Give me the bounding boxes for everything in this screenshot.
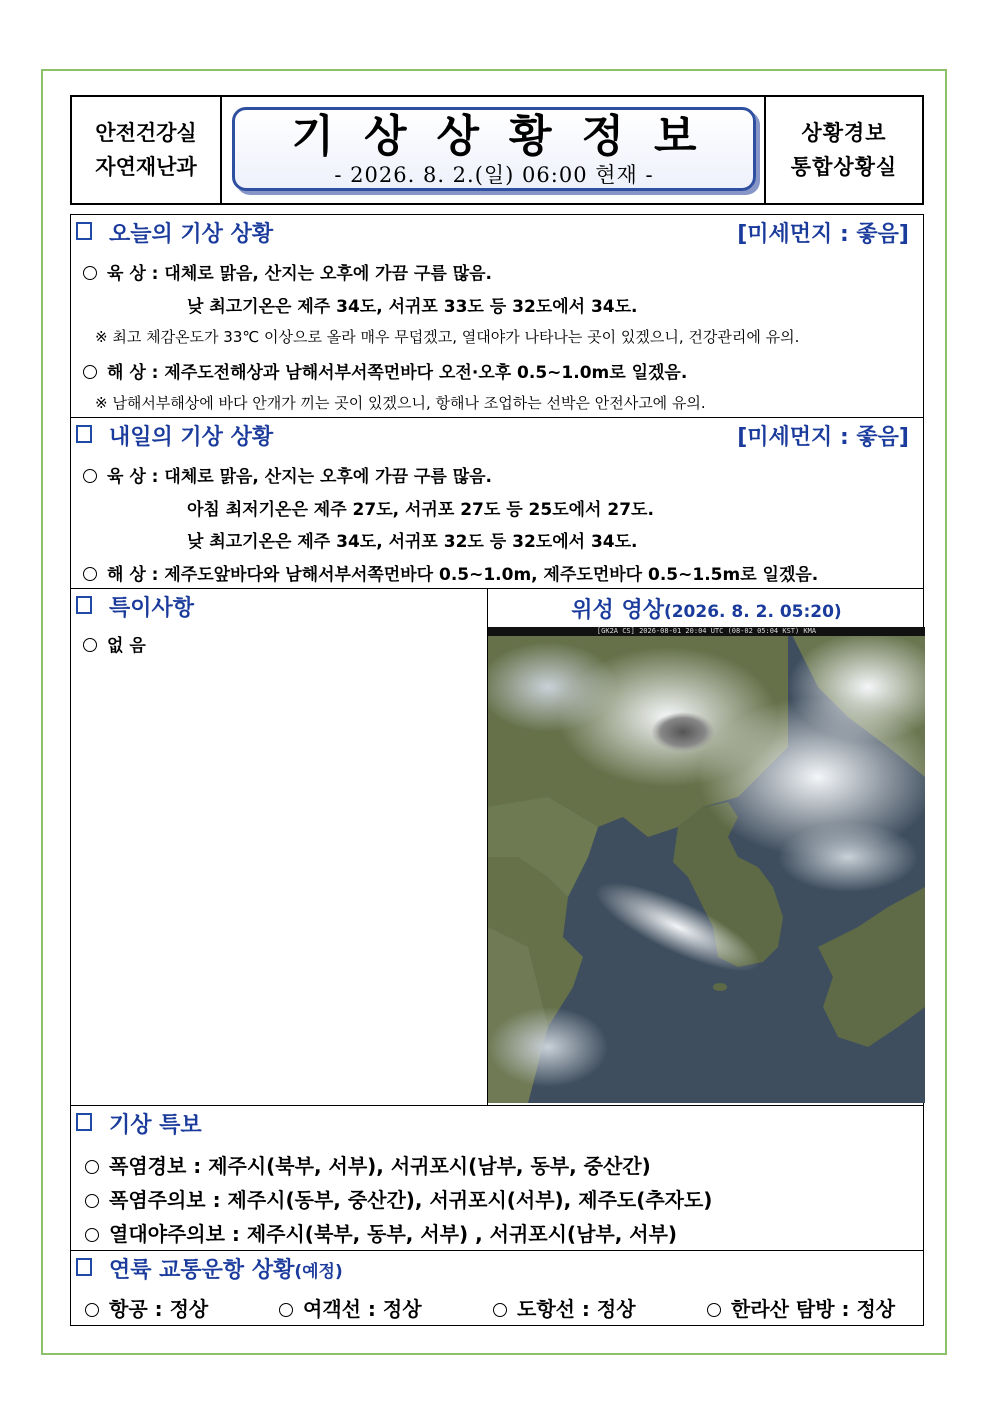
satellite-title: 위성 영상(2026. 8. 2. 05:20) [571,598,842,623]
circle-bullet-icon [85,1228,99,1242]
circle-bullet-icon [83,266,97,280]
circle-bullet-icon [83,638,97,652]
today-section [70,214,924,418]
checkbox-square-icon [76,596,92,614]
warning-item: 폭염경보 : 제주시(북부, 서부), 서귀포시(남부, 동부, 중산간) [85,1150,651,1179]
today-land-line: 육 상 : 대체로 맑음, 산지는 오후에 가끔 구름 많음. [83,259,492,284]
bulletin-header [70,95,924,205]
circle-bullet-icon [83,567,97,581]
today-note-fog: ※ 남해서부해상에 바다 안개가 끼는 곳이 있겠으니, 항해나 조업하는 선박은 안전사고에 유의. [95,394,706,412]
satellite-caption-bar: [GK2A CS] 2026-08-01 20:04 UTC (08-02 05:04 KST) KMA [488,627,925,636]
traffic-title: 연륙 교통운항 상황(예정) [109,1258,343,1283]
title-box [232,107,756,191]
circle-bullet-icon [85,1194,99,1208]
special-title: 특이사항 [109,596,195,621]
warnings-section [70,1105,924,1251]
circle-bullet-icon [493,1303,507,1317]
checkbox-square-icon [76,425,92,443]
circle-bullet-icon [83,365,97,379]
checkbox-square-icon [76,1258,92,1276]
circle-bullet-icon [85,1160,99,1174]
satellite-map-graphic [488,627,925,1103]
department-line2: 자연재난과 [95,155,197,179]
today-sea-line: 해 상 : 제주도전해상과 남해서부서쪽먼바다 오전·오후 0.5~1.0m로 일겠음. [83,358,687,383]
today-dust: [미세먼지 : 좋음] [737,222,909,247]
special-section [70,588,924,1106]
office-label [764,97,922,203]
office-line1: 상황경보 [801,121,887,145]
warning-item: 폭염주의보 : 제주시(동부, 중산간), 서귀포시(서부), 제주도(추자도) [85,1184,712,1213]
warning-item: 열대야주의보 : 제주시(북부, 동부, 서부) , 서귀포시(남부, 서부) [85,1218,677,1247]
traffic-item-air: 항공 : 정상 [85,1293,208,1322]
page-subtitle: - 2026. 8. 2.(일) 06:00 현재 - [334,163,654,187]
special-item: 없 음 [83,631,146,656]
tomorrow-section [70,417,924,589]
traffic-item-hallasan: 한라산 탐방 : 정상 [707,1293,895,1322]
department-label [72,97,222,203]
traffic-item-ferry: 여객선 : 정상 [279,1293,422,1322]
checkbox-square-icon [76,222,92,240]
circle-bullet-icon [279,1303,293,1317]
circle-bullet-icon [707,1303,721,1317]
today-title: 오늘의 기상 상황 [109,222,274,247]
tomorrow-dust: [미세먼지 : 좋음] [737,425,909,450]
satellite-image [488,627,925,1103]
checkbox-square-icon [76,1113,92,1131]
satellite-panel [487,589,925,1105]
tomorrow-sea-line: 해 상 : 제주도앞바다와 남해서부서쪽먼바다 0.5~1.0m, 제주도먼바다 0.5~1.5m로 일겠음. [83,560,818,585]
page-title: 기상상황정보 [291,111,727,162]
tomorrow-land-min: 아침 최저기온은 제주 27도, 서귀포 27도 등 25도에서 27도. [187,500,654,520]
tomorrow-land-line: 육 상 : 대체로 맑음, 산지는 오후에 가끔 구름 많음. [83,462,492,487]
today-note-heat: ※ 최고 체감온도가 33℃ 이상으로 올라 매우 무덥겠고, 열대야가 나타나는 곳이 있겠으니, 건강관리에 유의. [95,328,800,346]
traffic-section [70,1250,924,1326]
office-line2: 통합상황실 [790,155,898,179]
tomorrow-title: 내일의 기상 상황 [109,425,274,450]
tomorrow-land-max: 낮 최고기온은 제주 34도, 서귀포 32도 등 32도에서 34도. [187,532,638,552]
warnings-title: 기상 특보 [109,1113,202,1138]
today-land-temp: 낮 최고기온은 제주 34도, 서귀포 33도 등 32도에서 34도. [187,297,638,317]
circle-bullet-icon [83,469,97,483]
department-line1: 안전건강실 [95,121,197,145]
circle-bullet-icon [85,1303,99,1317]
traffic-item-island-ferry: 도항선 : 정상 [493,1293,636,1322]
